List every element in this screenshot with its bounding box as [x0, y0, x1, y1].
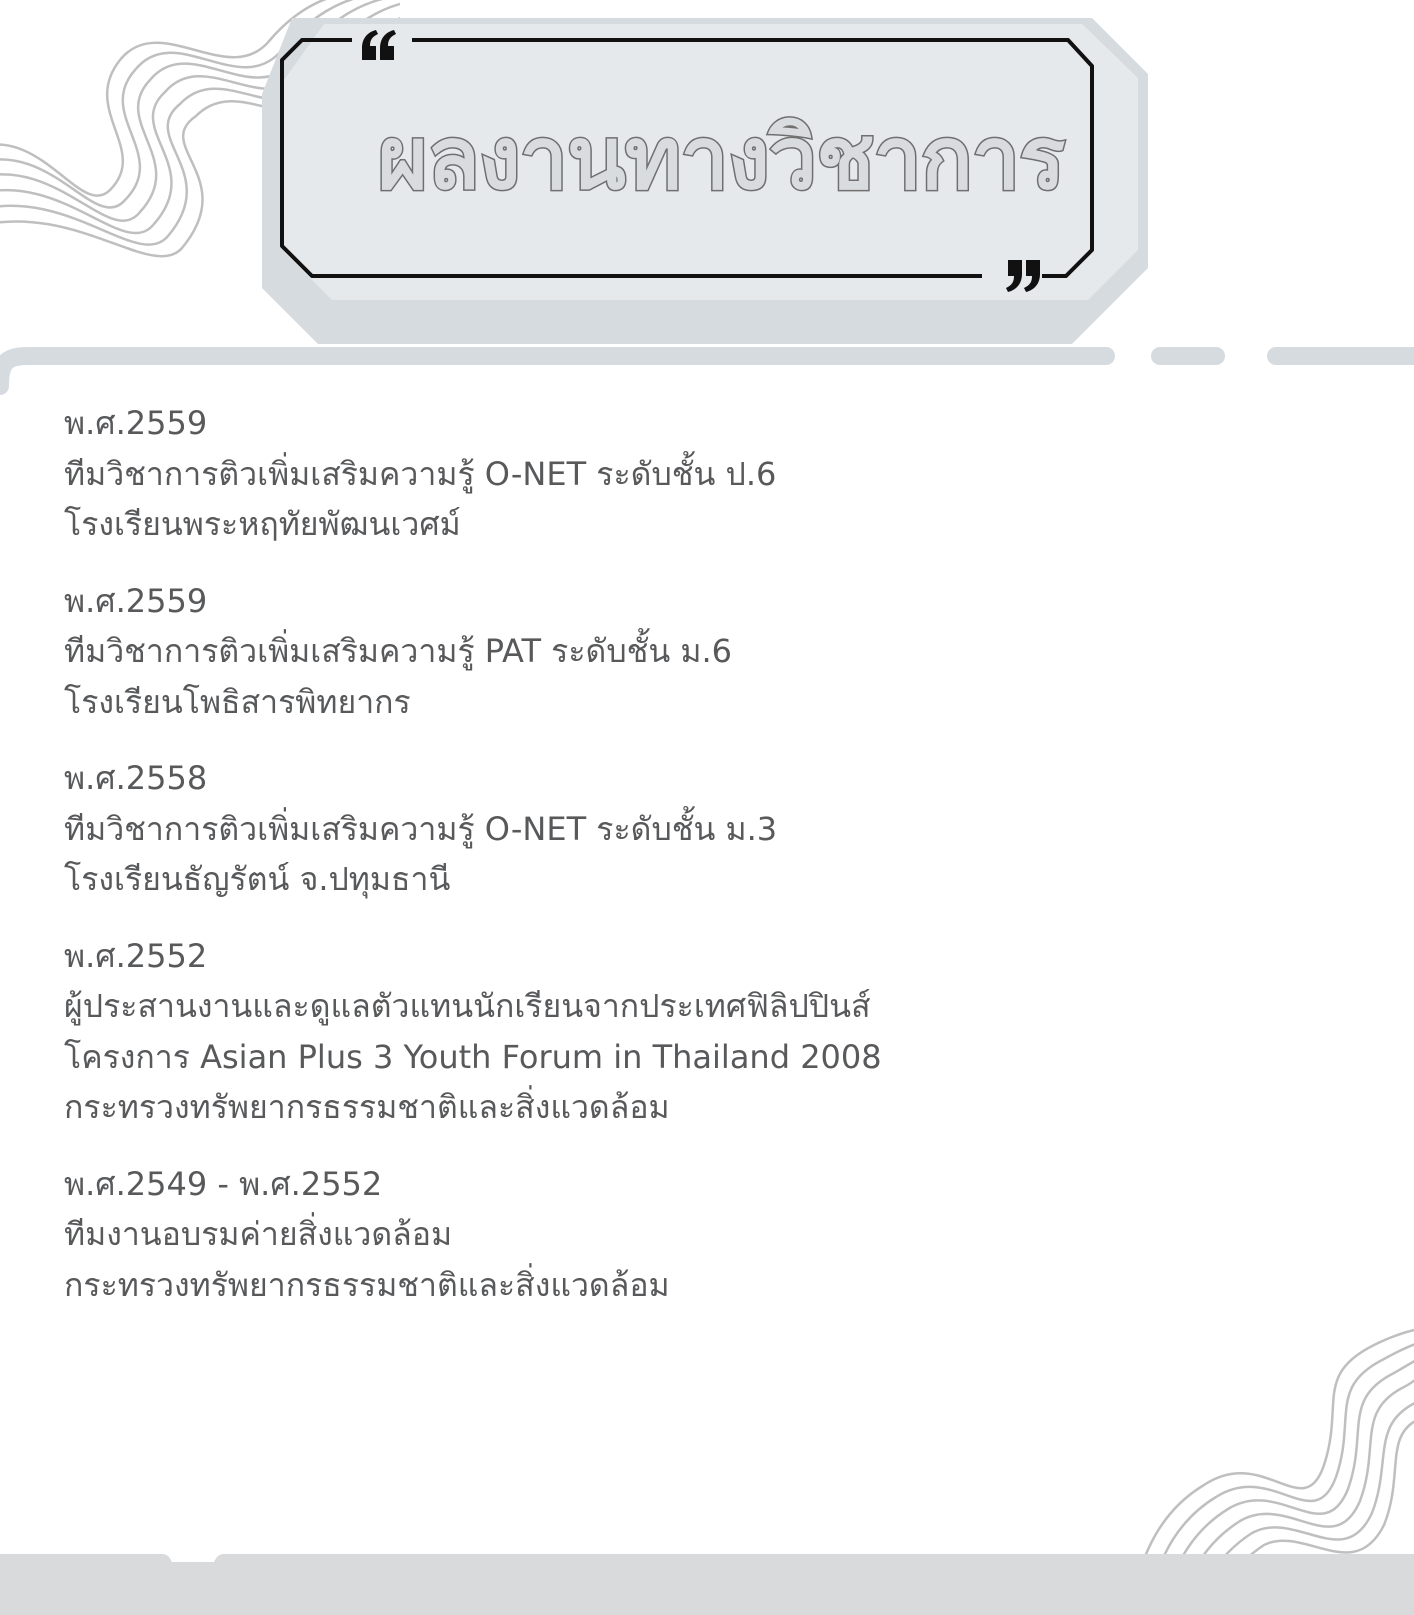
entry-line: ผู้ประสานงานและดูแลตัวแทนนักเรียนจากประเทศฟิลิปปินส์ — [64, 987, 871, 1025]
list-item — [64, 1159, 1064, 1311]
entry-year: พ.ศ.2559 — [64, 581, 208, 620]
entry-line: โครงการ Asian Plus 3 Youth Forum in Thailand 2008 — [64, 1037, 882, 1076]
entry-line: ทีมงานอบรมค่ายสิ่งแวดล้อม — [64, 1215, 453, 1253]
page-title: ผลงานทางวิชาการ — [377, 108, 1065, 209]
entry-year: พ.ศ.2559 — [64, 404, 208, 442]
achievements-list — [64, 398, 1064, 1336]
entry-year: พ.ศ.2558 — [64, 759, 208, 797]
entry-line: โรงเรียนพระหฤทัยพัฒนเวศม์ — [64, 505, 461, 543]
list-item — [64, 753, 1064, 905]
entry-line: กระทรวงทรัพยากรธรรมชาติและสิ่งแวดล้อม — [64, 1265, 670, 1304]
entry-line: ทีมวิชาการติวเพิ่มเสริมความรู้ O-NET ระดับชั้น ป.6 — [64, 454, 777, 493]
entry-year: พ.ศ.2552 — [64, 936, 208, 975]
entry-year: พ.ศ.2549 - พ.ศ.2552 — [64, 1164, 383, 1203]
section-separator — [0, 346, 1414, 406]
entry-line: กระทรวงทรัพยากรธรรมชาติและสิ่งแวดล้อม — [64, 1088, 670, 1126]
footer-bar — [0, 1540, 1414, 1615]
list-item — [64, 576, 1064, 728]
list-item — [64, 398, 1064, 550]
entry-line: ทีมวิชาการติวเพิ่มเสริมความรู้ PAT ระดับชั้น ม.6 — [64, 632, 733, 670]
entry-line: โรงเรียนโพธิสารพิทยากร — [64, 682, 411, 721]
list-item — [64, 931, 1064, 1133]
entry-line: โรงเรียนธัญรัตน์ จ.ปทุมธานี — [64, 860, 451, 898]
entry-line: ทีมวิชาการติวเพิ่มเสริมความรู้ O-NET ระดับชั้น ม.3 — [64, 809, 778, 848]
